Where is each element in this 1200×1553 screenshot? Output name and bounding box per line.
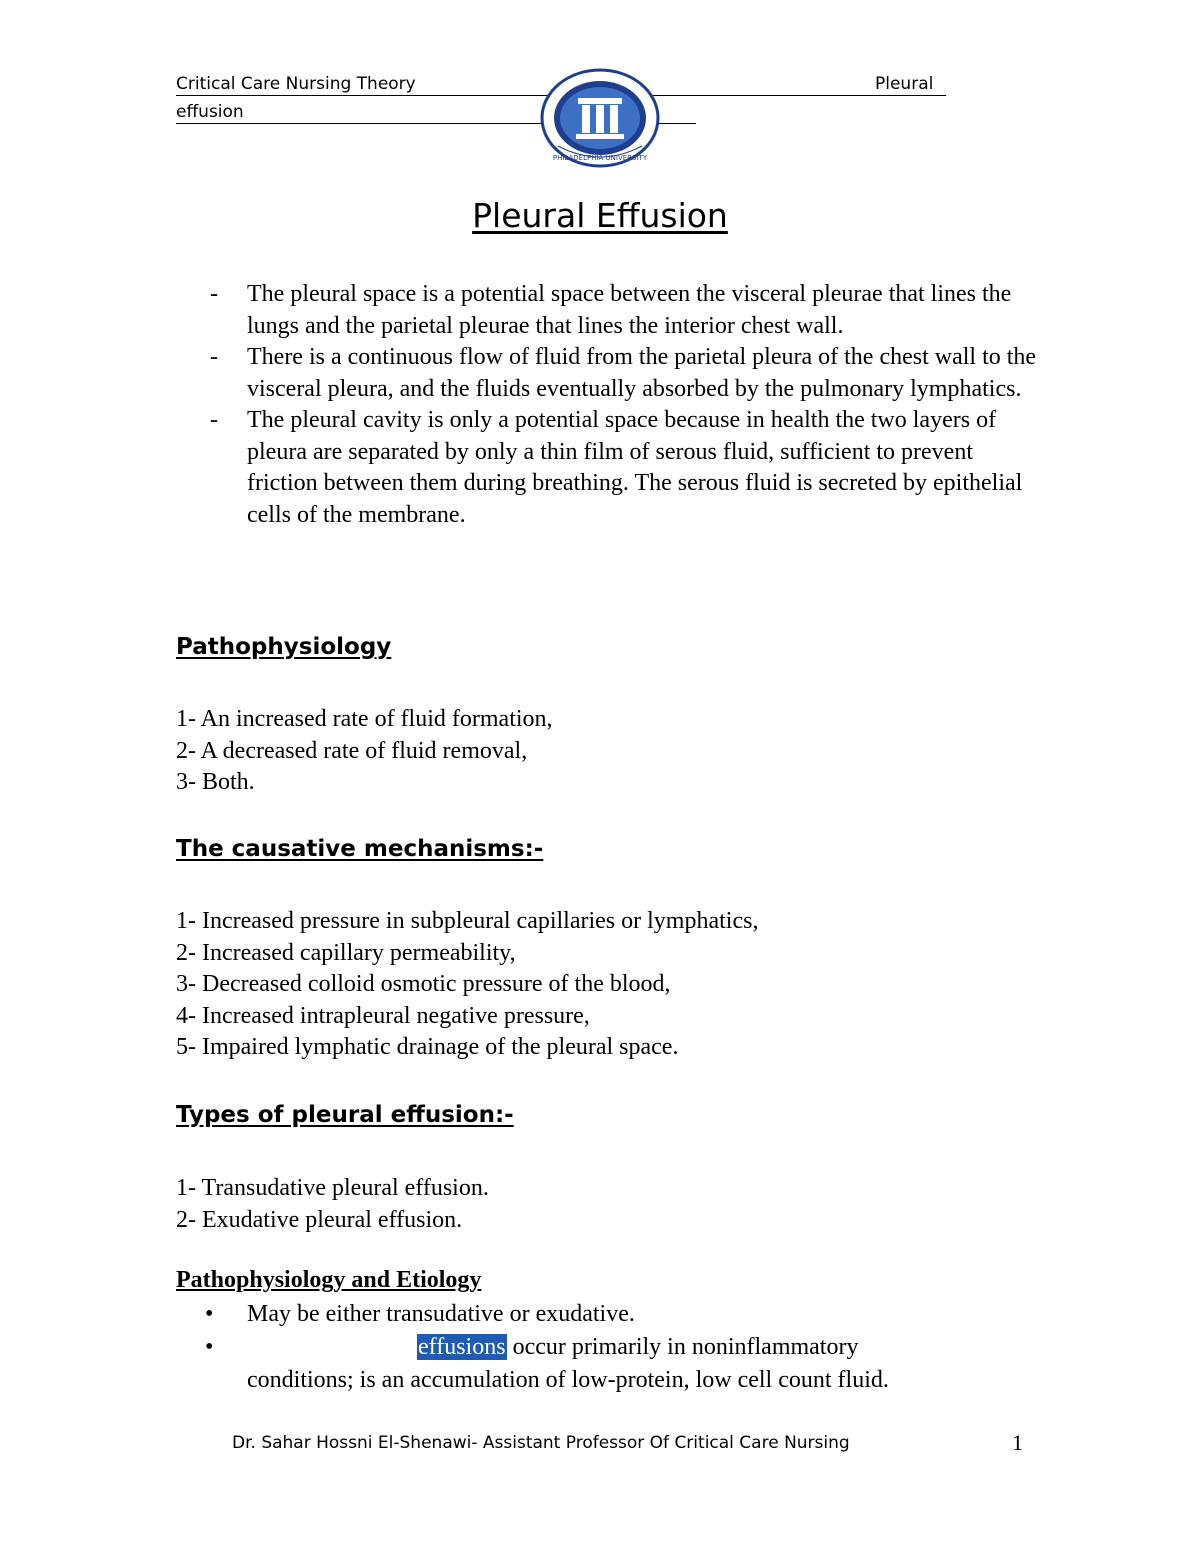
- university-seal-logo: [540, 68, 660, 168]
- bullet-text: The pleural cavity is only a potential space because in health the two layers of pleura are separated by only a thin film of serous fluid, sufficient to prevent friction between them during breathing. The serous fluid is secreted by epithelial cells of the membrane.: [247, 407, 1023, 528]
- footer-author: Dr. Sahar Hossni El-Shenawi- Assistant Professor Of Critical Care Nursing: [232, 1433, 850, 1453]
- seal-lettering: PHILADELPHIA UNIVERSITY: [552, 154, 648, 162]
- list-item: [210, 342, 1040, 405]
- intro-bullet-list: [210, 279, 1040, 531]
- list-item: [205, 1298, 1045, 1331]
- page-title: Pleural Effusion: [472, 196, 728, 235]
- bullet-text-continued: conditions; is an accumulation of low-protein, low cell count fluid.: [247, 1367, 889, 1393]
- list-item: 1- An increased rate of fluid formation,: [176, 706, 553, 732]
- list-item: 3- Decreased colloid osmotic pressure of the blood,: [176, 971, 671, 997]
- bullet-text: occur primarily in noninflammatory: [506, 1334, 859, 1360]
- section-heading-types: Types of pleural effusion:-: [176, 1102, 514, 1128]
- list-item: 1- Increased pressure in subpleural capillaries or lymphatics,: [176, 908, 759, 934]
- section-heading-etiology: Pathophysiology and Etiology: [176, 1267, 482, 1293]
- list-item: [210, 279, 1040, 342]
- dash-marker: -: [210, 281, 218, 307]
- etiology-bullet-list: [205, 1298, 1045, 1397]
- section-heading-pathophysiology: Pathophysiology: [176, 634, 392, 660]
- pathophysiology-list: [176, 704, 553, 799]
- list-item: 2- Increased capillary permeability,: [176, 939, 516, 966]
- bullet-text: May be either transudative or exudative.: [247, 1301, 635, 1327]
- list-item: 4- Increased intrapleural negative pressure,: [176, 1002, 590, 1029]
- selected-text-highlight[interactable]: effusions: [418, 1334, 506, 1360]
- list-item: [205, 1331, 1045, 1397]
- mechanisms-list: [176, 906, 758, 1064]
- bullet-dot: •: [205, 1334, 214, 1360]
- header-right-title: Pleural: [875, 74, 934, 94]
- header-left-title: Critical Care Nursing Theory: [176, 74, 416, 94]
- dash-marker: -: [210, 344, 218, 370]
- bullet-text: The pleural space is a potential space between the visceral pleurae that lines the lungs and the parietal pleurae that lines the interior chest wall.: [247, 281, 1012, 339]
- list-item: 2- A decreased rate of fluid removal,: [176, 737, 528, 764]
- list-item: 2- Exudative pleural effusion.: [176, 1206, 463, 1233]
- dash-marker: -: [210, 407, 218, 433]
- bullet-dot: •: [205, 1301, 214, 1327]
- list-item: 3- Both.: [176, 769, 255, 795]
- list-item: 5- Impaired lymphatic drainage of the pleural space.: [176, 1034, 679, 1060]
- header-right-title-continued: effusion: [176, 102, 244, 122]
- list-item: [210, 405, 1040, 531]
- list-item: 1- Transudative pleural effusion.: [176, 1175, 489, 1201]
- page-number: 1: [1012, 1430, 1023, 1455]
- types-list: [176, 1173, 489, 1236]
- section-heading-mechanisms: The causative mechanisms:-: [176, 836, 544, 862]
- bullet-text: There is a continuous flow of fluid from the parietal pleura of the chest wall to the visceral pleura, and the fluids eventually absorbed by the pulmonary lymphatics.: [247, 344, 1037, 402]
